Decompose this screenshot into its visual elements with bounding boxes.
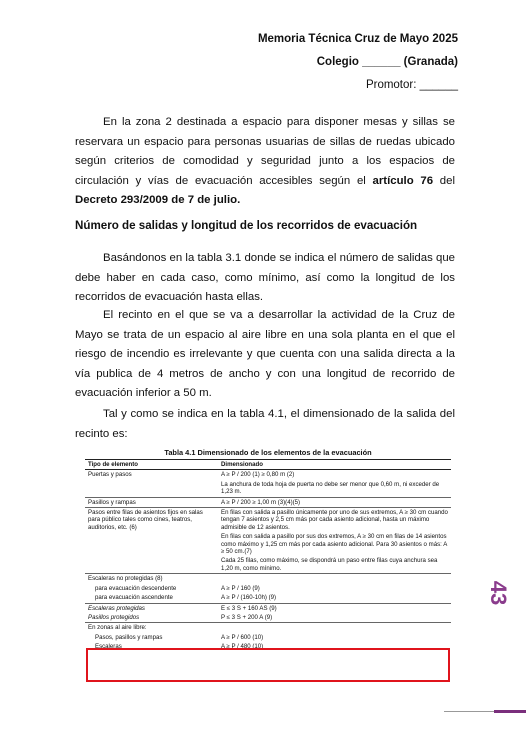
evacuation-table (85, 448, 451, 652)
highlight-box (86, 648, 450, 682)
table-row: Pasillos y rampas A ≥ P / 200 ≥ 1,00 m (3)(4)(5) (85, 497, 451, 507)
table-row: para evacuación descendente A ≥ P / 160 (9) (95, 584, 260, 592)
page-number: 43 (485, 580, 511, 606)
article-ref: artículo 76 (372, 174, 434, 187)
table-title: Tabla 4.1 Dimensionado de los elementos de la evacuación (164, 448, 372, 457)
table-row: para evacuación ascendente A ≥ P / (160-10h) (9) (95, 594, 277, 602)
footer-accent-bar (494, 710, 526, 713)
table-row: Pasos entre filas de asientos fijos en salas para público tales como cines, teatros, auditorios, etc. (6) En filas con salida a pasillo únicamente por uno de sus extremos, A ≥ 30 cm cuando tengan 7 asientos y 2,5 cm más por cada asiento adicional, hasta un máximo admisible de 12 asientos. (85, 508, 451, 533)
table-row: La anchura de toda hoja de puerta no debe ser menor que 0,60 m, ni exceder de 1,23 m. (221, 480, 440, 496)
promotor-line: Promotor: ______ (365, 79, 458, 91)
col-header-tipo: Tipo de elemento (85, 460, 218, 470)
colegio-line: Colegio ______ (Granada) (316, 56, 458, 68)
table-row: Escaleras protegidas E ≤ 3 S + 160 AS (9) (85, 603, 451, 613)
col-header-dimensionado: Dimensionado (218, 460, 451, 470)
section-title: Número de salidas y longitud de los recorridos de evacuación (75, 219, 418, 232)
table-row: Cada 25 filas, como máximo, se dispondrá un paso entre filas cuya anchura sea 1,20 m, como mínimo. (221, 557, 438, 572)
paragraph-tabla-3-1: Basándonos en la tabla 3.1 donde se indica el número de salidas que debe haber en cada caso, como mínimo, así como la longitud de los recorridos de evacuación hasta ellas. (75, 252, 455, 304)
footer-rule (444, 711, 494, 712)
table-row: Escaleras no protegidas (8) (85, 574, 451, 584)
document-title: Memoria Técnica Cruz de Mayo 2025 (257, 33, 458, 45)
paragraph-zona-2: En la zona 2 destinada a espacio para disponer mesas y sillas se reservara un espacio para personas usuarias de sillas de ruedas ubicado según criterios de comodidad y seguridad junto a los espacios de circulación y vías de evacuación accesibles según el artículo 76 del Decreto 293/2009 de 7 de julio. (75, 116, 455, 207)
table-row: Puertas y pasos A ≥ P / 200 (1) ≥ 0,80 m (2) (88, 471, 295, 479)
decree-ref: Decreto 293/2009 de 7 de julio. (75, 194, 241, 207)
table-row: Pasos, pasillos y rampas A ≥ P / 600 (10) (95, 633, 264, 641)
paragraph-recinto: El recinto en el que se va a desarrollar la actividad de la Cruz de Mayo se trata de un espacio al aire libre en una sola planta en el que el riesgo de incendio es irrelevante y que cuenta con una salida directa a la vía publica de 4 metros de ancho y con una longitud de recorrido de evacuación inferior a 50 m. (75, 309, 455, 400)
table-row: En zonas al aire libre: (85, 623, 451, 633)
table-row: En filas con salida a pasillo por sus dos extremos, A ≥ 30 cm en filas de 14 asientos como máximo y 1,25 cm más por cada asiento adicional. Para 30 asientos o más: A ≥ 50 cm.(7) (221, 533, 447, 556)
paragraph-tabla-4-1: Tal y como se indica en la tabla 4.1, el dimensionado de la salida del recinto es: (75, 408, 455, 440)
table-row: Escaleras A ≥ P / 480 (10) (95, 643, 264, 651)
table-row: Pasillos protegidos P ≤ 3 S + 200 A (9) (88, 613, 273, 621)
